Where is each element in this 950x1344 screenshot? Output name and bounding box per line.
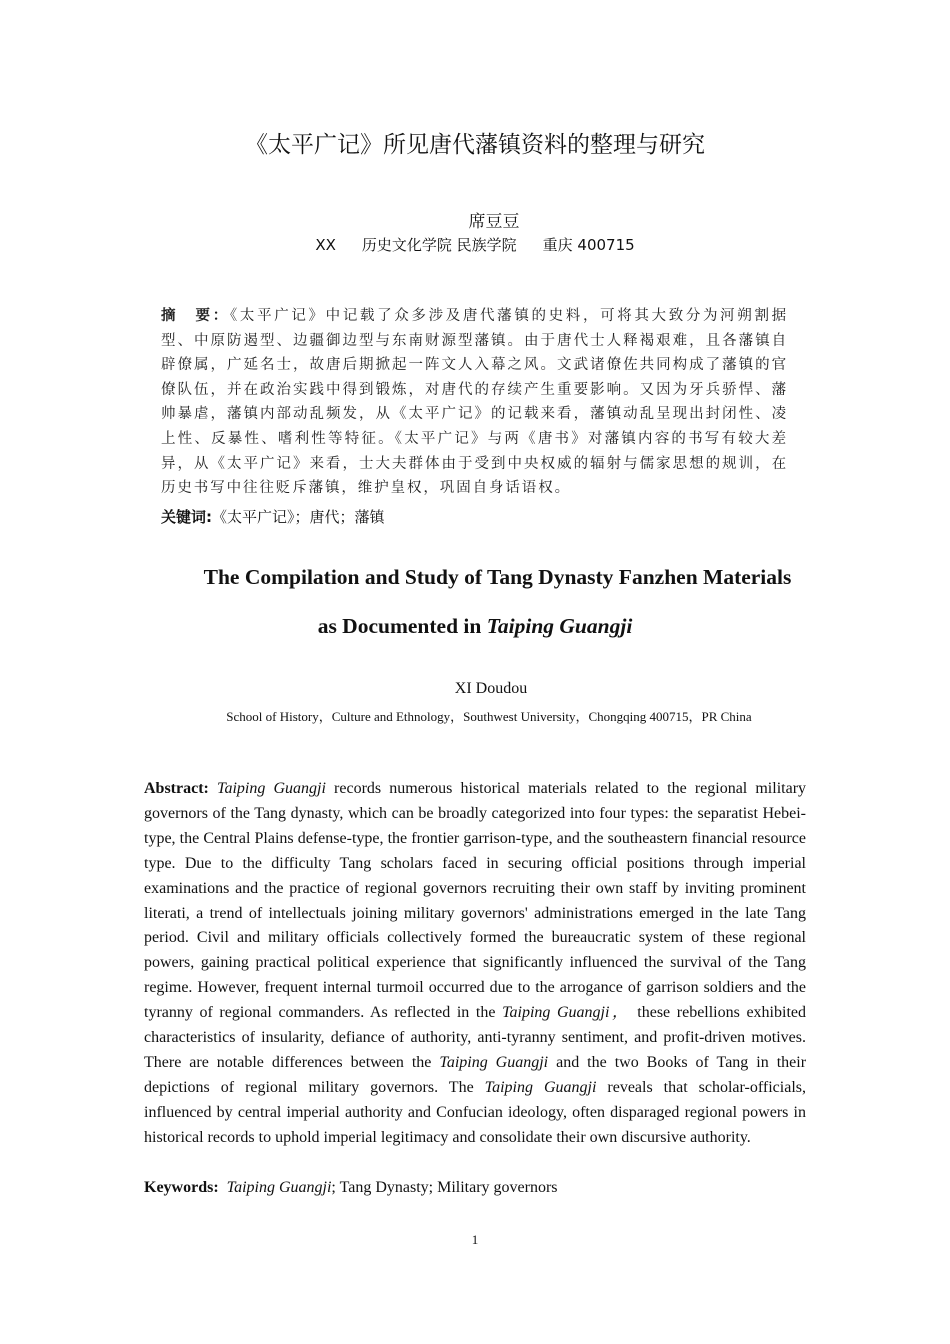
abstract-text-segment: reveals that scholar-officials, influenced by central imperial authority and Confucian ideology, often disparaged regional powers in historical records to uphold imperial legitimacy and consolidate their own discursive authority.	[144, 1078, 806, 1146]
abstract-text-segment: records numerous historical materials related to the regional military governors of the Tang dynasty, which can be broadly categorized into four types: the separatist Hebei-type, the Central Plains defense-type, the frontier garrison-type, and the southeastern financial resource type. Due to the difficulty Tang scholars faced in securing official positions through imperial examinations and the practice of regional governors recruiting their own staff by inviting prominent literati, a trend of intellectuals joining military governors' administrations emerged in the late Tang period. Civil and military officials collectively formed the bureaucratic system of these regional powers, gaining practical political experience that significantly influenced the survival of the Tang regime. However, frequent internal turmoil occurred due to the arrogance of garrison soldiers and the tyranny of regional commanders. As reflected in the	[144, 780, 807, 1022]
page-number: 1	[471, 1232, 479, 1247]
abstract-italic-title: Taiping Guangji	[484, 1078, 597, 1096]
abstract-italic-title: Taiping Guangji	[217, 780, 326, 797]
affiliation-college: 历史文化学院 民族学院	[361, 236, 517, 254]
english-author: XI Doudou	[454, 680, 528, 697]
english-keywords-rest: ; Tang Dynasty; Military governors	[331, 1179, 558, 1196]
chinese-keywords-text: 《太平广记》；唐代；藩镇	[212, 508, 385, 526]
chinese-affiliation	[0, 234, 950, 255]
chinese-author: 席豆豆	[468, 212, 520, 232]
abstract-text-segment: these rebellions exhibited characteristics of insularity, defiance of authority, anti-tyranny sentiment, and profit-driven motives. There are notable differences between the	[144, 1004, 806, 1071]
english-title-italic: Taiping Guangji	[486, 614, 633, 638]
affiliation-city: 重庆 400715	[542, 236, 635, 254]
chinese-title: 《太平广记》所见唐代藩镇资料的整理与研究	[245, 132, 705, 158]
abstract-italic-title: Taiping Guangji	[439, 1053, 549, 1071]
abstract-italic-title: Taiping Guangji，	[502, 1004, 631, 1022]
english-abstract	[144, 777, 806, 1151]
chinese-keywords	[161, 505, 788, 529]
english-keywords-label: Keywords:	[144, 1179, 219, 1196]
chinese-keywords-label: 关键词:	[161, 508, 212, 526]
affiliation-university: XX	[315, 236, 336, 254]
english-keywords-italic: Taiping Guangji	[226, 1179, 332, 1196]
chinese-abstract	[161, 304, 788, 501]
chinese-abstract-text: 《太平广记》中记载了众多涉及唐代藩镇的史料，可将其大致分为河朔割据型、中原防遏型、边疆御边型与东南财源型藩镇。由于唐代士人释褐艰难，且各藩镇自辟僚属，广延名士，故唐后期掀起一阵文人入幕之风。文武诸僚佐共同构成了藩镇的官僚队伍，并在政治实践中得到锻炼，对唐代的存续产生重要影响。又因为牙兵骄悍、藩帅暴虐，藩镇内部动乱频发，从《太平广记》的记载来看，藩镇动乱呈现出封闭性、凌上性、反暴性、嗜利性等特征。《太平广记》与两《唐书》对藩镇内容的书写有较大差异，从《太平广记》来看，士大夫群体由于受到中央权威的辐射与儒家思想的规训，在历史书写中往往贬斥藩镇，维护皇权，巩固自身话语权。	[161, 308, 789, 497]
english-title-line2	[0, 614, 950, 639]
chinese-abstract-label: 摘 要：	[161, 308, 231, 324]
english-abstract-label: Abstract:	[144, 780, 209, 797]
english-title-line1: The Compilation and Study of Tang Dynasty Fanzhen Materials	[203, 565, 792, 589]
english-abstract-body	[144, 780, 806, 1146]
english-affiliation: School of History，Culture and Ethnology，Southwest University，Chongqing 400715，PR China	[226, 709, 752, 724]
english-keywords	[144, 1176, 806, 1200]
english-title-prefix: as Documented in	[317, 614, 487, 638]
abstract-text-segment: and the two Books of Tang in their depictions of regional military governors. The	[144, 1053, 807, 1096]
